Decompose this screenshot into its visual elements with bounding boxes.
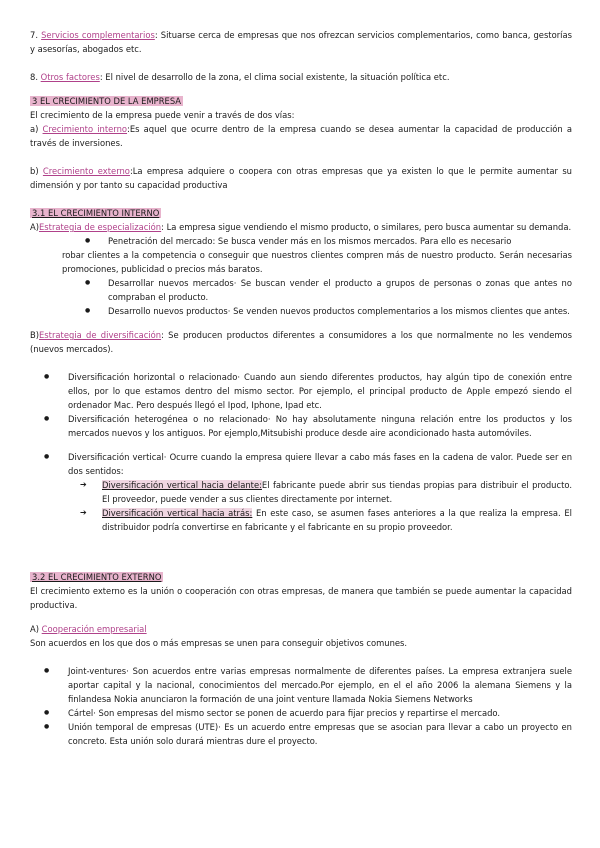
specialization-strategy: A)Estrategia de especialización: La empresa sigue vendiendo el mismo producto, o similares, pero busca aumentar su demanda. <box>30 222 572 232</box>
list-item: ● Desarrollo nuevos productos· Se venden nuevos productos complementarios a los mismos clientes que antes. <box>30 304 572 318</box>
link-crecimiento-externo[interactable]: Crecimiento externo <box>42 166 130 176</box>
link-otros-factores[interactable]: Otros factores <box>40 72 100 82</box>
diversification-list <box>30 370 572 440</box>
list-item: ● Cártel· Son empresas del mismo sector se ponen de acuerdo para fijar precios y repartirse el mercado. <box>30 706 572 720</box>
section-3-1-heading: 3.1 EL CRECIMIENTO INTERNO <box>32 208 160 218</box>
list-item-continuation: robar clientes a la competencia o conseguir que nuestros clientes compren más de nuestro producto. Serán necesarias promociones, publicidad o precios más baratos. <box>62 250 572 274</box>
list-item: ● Diversificación horizontal o relacionado· Cuando aun siendo diferentes productos, hay algún tipo de conexión entre ellos, por lo que estamos dentro del mismo sector. Por ejemplo, el principal producto de Apple empezó siendo el ordenador Mac. Pero después llegó el Ipod, Iphone, Ipad etc. <box>30 370 572 412</box>
arrow-item: ➔ Diversificación vertical hacia delante:El fabricante puede abrir sus tiendas propias para distribuir el producto. El proveedor, puede vender a sus clientes directamente por internet. <box>30 478 572 506</box>
cooperation-heading: A) Cooperación empresarial <box>30 624 147 634</box>
cooperation-definition: Son acuerdos en los que dos o más empresas se unen para conseguir objetivos comunes. <box>30 638 408 648</box>
specialization-list <box>30 234 572 248</box>
arrow-item: ➔ Diversificación vertical hacia atrás: En este caso, se asumen fases anteriores a la que realiza la empresa. El distribuidor podría convertirse en fabricante y el fabricante en su propio proveedor. <box>30 506 572 534</box>
section-3-heading: 3 EL CRECIMIENTO DE LA EMPRESA <box>32 96 182 106</box>
list-item: ● Diversificación heterogénea o no relacionado· No hay absolutamente ninguna relación entre los productos y los mercados nuevos y los antiguos. Por ejemplo,Mitsubishi produce desde aire acondicionado hasta automóviles. <box>30 412 572 440</box>
factor-7: 7. Servicios complementarios: Situarse cerca de empresas que nos ofrezcan servicios complementarios, como banca, gestorías y asesorías, abogados etc. <box>30 30 572 54</box>
section-3-2-heading: 3.2 EL CRECIMIENTO EXTERNO <box>32 572 162 582</box>
growth-internal-definition: a) Crecimiento interno:Es aquel que ocurre dentro de la empresa cuando se desea aumentar la capacidad de producción a través de inversiones. <box>30 124 572 148</box>
link-estrategia-especializacion[interactable]: Estrategia de especialización <box>39 222 162 232</box>
growth-external-definition: b) Crecimiento externo:La empresa adquiere o coopera con otras empresas que ya existen lo que le permite aumentar su dimensión y por tanto su capacidad productiva <box>30 166 572 190</box>
section-3-2-intro: El crecimiento externo es la unión o cooperación con otras empresas, de manera que también se puede aumentar la capacidad productiva. <box>30 586 572 610</box>
list-item: ● Joint-ventures· Son acuerdos entre varias empresas normalmente de diferentes países. La empresa extranjera suele aportar capital y la nacional, conocimientos del mercado.Por ejemplo, en el el año 2006 la alemana Siemens y la finlandesa Nokia anunciaron la formación de una joint venture llamada Nokia Siemens Networks <box>30 664 572 706</box>
specialization-list-2 <box>30 276 572 318</box>
list-item: ● Desarrollar nuevos mercados· Se buscan vender el producto a grupos de personas o zonas que antes no compraban el producto. <box>30 276 572 304</box>
diversification-strategy: B)Estrategia de diversificación: Se producen productos diferentes a consumidores a los que normalmente no les vendemos (nuevos mercados). <box>30 330 573 354</box>
list-item: ● Diversificación vertical· Ocurre cuando la empresa quiere llevar a cabo más fases en la cadena de valor. Puede ser en dos sentidos: <box>30 450 572 478</box>
link-estrategia-diversificacion[interactable]: Estrategia de diversificación <box>39 330 162 340</box>
diversification-list-2 <box>30 450 572 478</box>
vertical-diversification-list <box>30 478 572 534</box>
list-item: ● Penetración del mercado: Se busca vender más en los mismos mercados. Para ello es necesario <box>30 234 572 248</box>
section-3-intro: El crecimiento de la empresa puede venir a través de dos vías: <box>30 110 295 120</box>
cooperation-list <box>30 664 572 748</box>
link-cooperacion-empresarial[interactable]: Cooperación empresarial <box>41 624 147 634</box>
factor-8: 8. Otros factores: El nivel de desarrollo de la zona, el clima social existente, la situación política etc. <box>30 72 450 82</box>
link-servicios-complementarios[interactable]: Servicios complementarios <box>41 30 155 40</box>
link-crecimiento-interno[interactable]: Crecimiento interno <box>42 124 128 134</box>
list-item: ● Unión temporal de empresas (UTE)· Es un acuerdo entre empresas que se asocian para llevar a cabo un proyecto en concreto. Esta unión solo durará mientras dure el proyecto. <box>30 720 572 748</box>
